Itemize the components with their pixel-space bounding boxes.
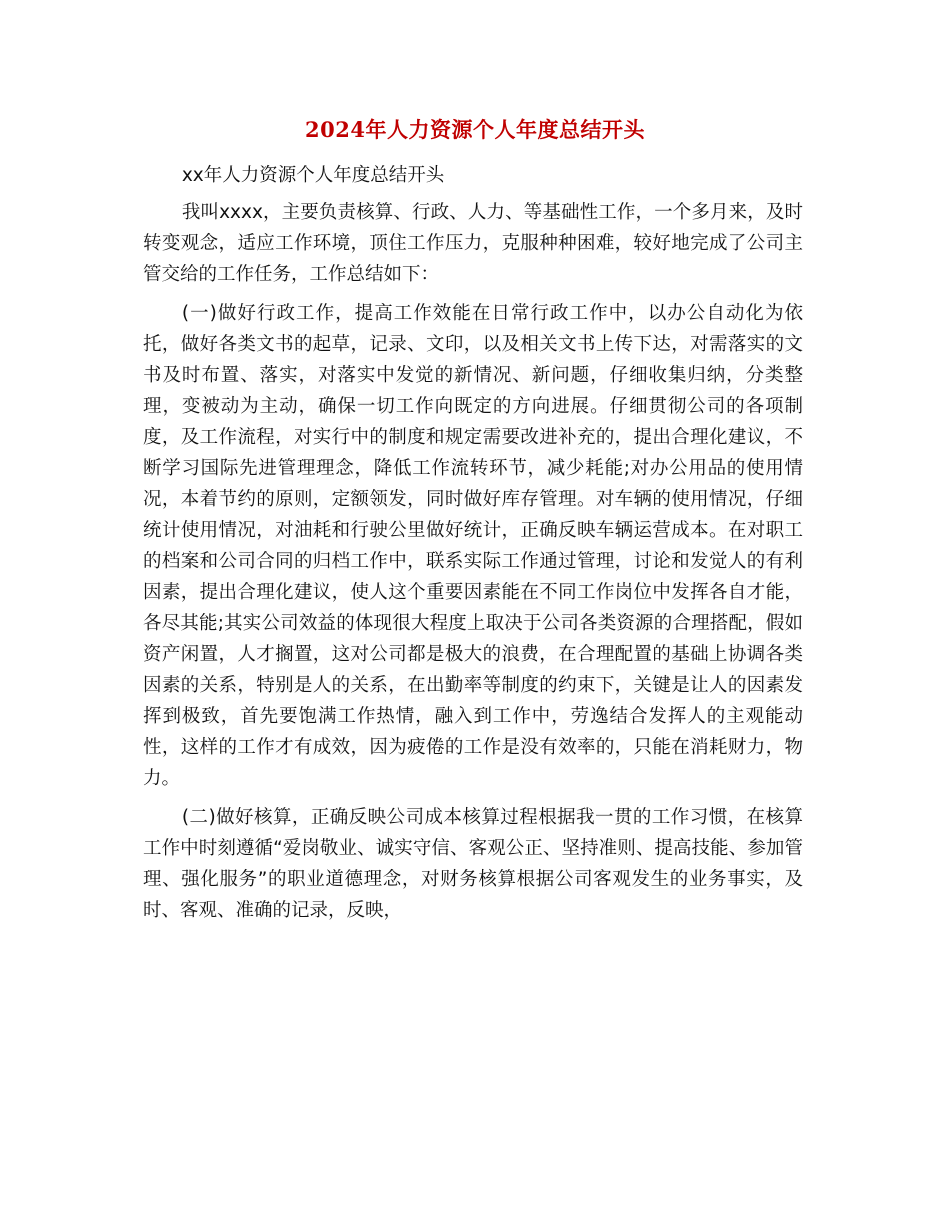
document-body: [143, 160, 803, 934]
document-title: 2024年人力资源个人年度总结开头: [305, 117, 645, 142]
document-subtitle: xx年人力资源个人年度总结开头: [181, 165, 445, 186]
section-1-paragraph: (一)做好行政工作，提高工作效能在日常行政工作中，以办公自动化为依托，做好各类文书的起草，记录、文印，以及相关文书上传下达，对需落实的文书及时布置、落实，对落实中发觉的新情况、新问题，仔细收集归纳，分类整理，变被动为主动，确保一切工作向既定的方向进展。仔细贯彻公司的各项制度，及工作流程，对实行中的制度和规定需要改进补充的，提出合理化建议，不断学习国际先进管理理念，降低工作流转环节，减少耗能;对办公用品的使用情况，本着节约的原则，定额领发，同时做好库存管理。对车辆的使用情况，仔细统计使用情况，对油耗和行驶公里做好统计，正确反映车辆运营成本。在对职工的档案和公司合同的归档工作中，联系实际工作通过管理，讨论和发觉人的有利因素，提出合理化建议，使人这个重要因素能在不同工作岗位中发挥各自才能，各尽其能;其实公司效益的体现很大程度上取决于公司各类资源的合理搭配，假如资产闲置，人才搁置，这对公司都是极大的浪费，在合理配置的基础上协调各类因素的关系，特别是人的关系，在出勤率等制度的约束下，关键是让人的因素发挥到极致，首先要饱满工作热情，融入到工作中，劳逸结合发挥人的主观能动性，这样的工作才有成效，因为疲倦的工作是没有效率的，只能在消耗财力，物力。: [143, 303, 803, 789]
intro-paragraph: 我叫xxxx，主要负责核算、行政、人力、等基础性工作，一个多月来，及时转变观念，适应工作环境，顶住工作压力，克服种种困难，较好地完成了公司主管交给的工作任务，工作总结如下：: [143, 202, 803, 285]
section-2-paragraph: (二)做好核算，正确反映公司成本核算过程根据我一贯的工作习惯，在核算工作中时刻遵循“爱岗敬业、诚实守信、客观公正、坚持准则、提高技能、参加管理、强化服务”的职业道德理念，对财务核算根据公司客观发生的业务事实，及时、客观、准确的记录，反映，: [143, 807, 803, 921]
